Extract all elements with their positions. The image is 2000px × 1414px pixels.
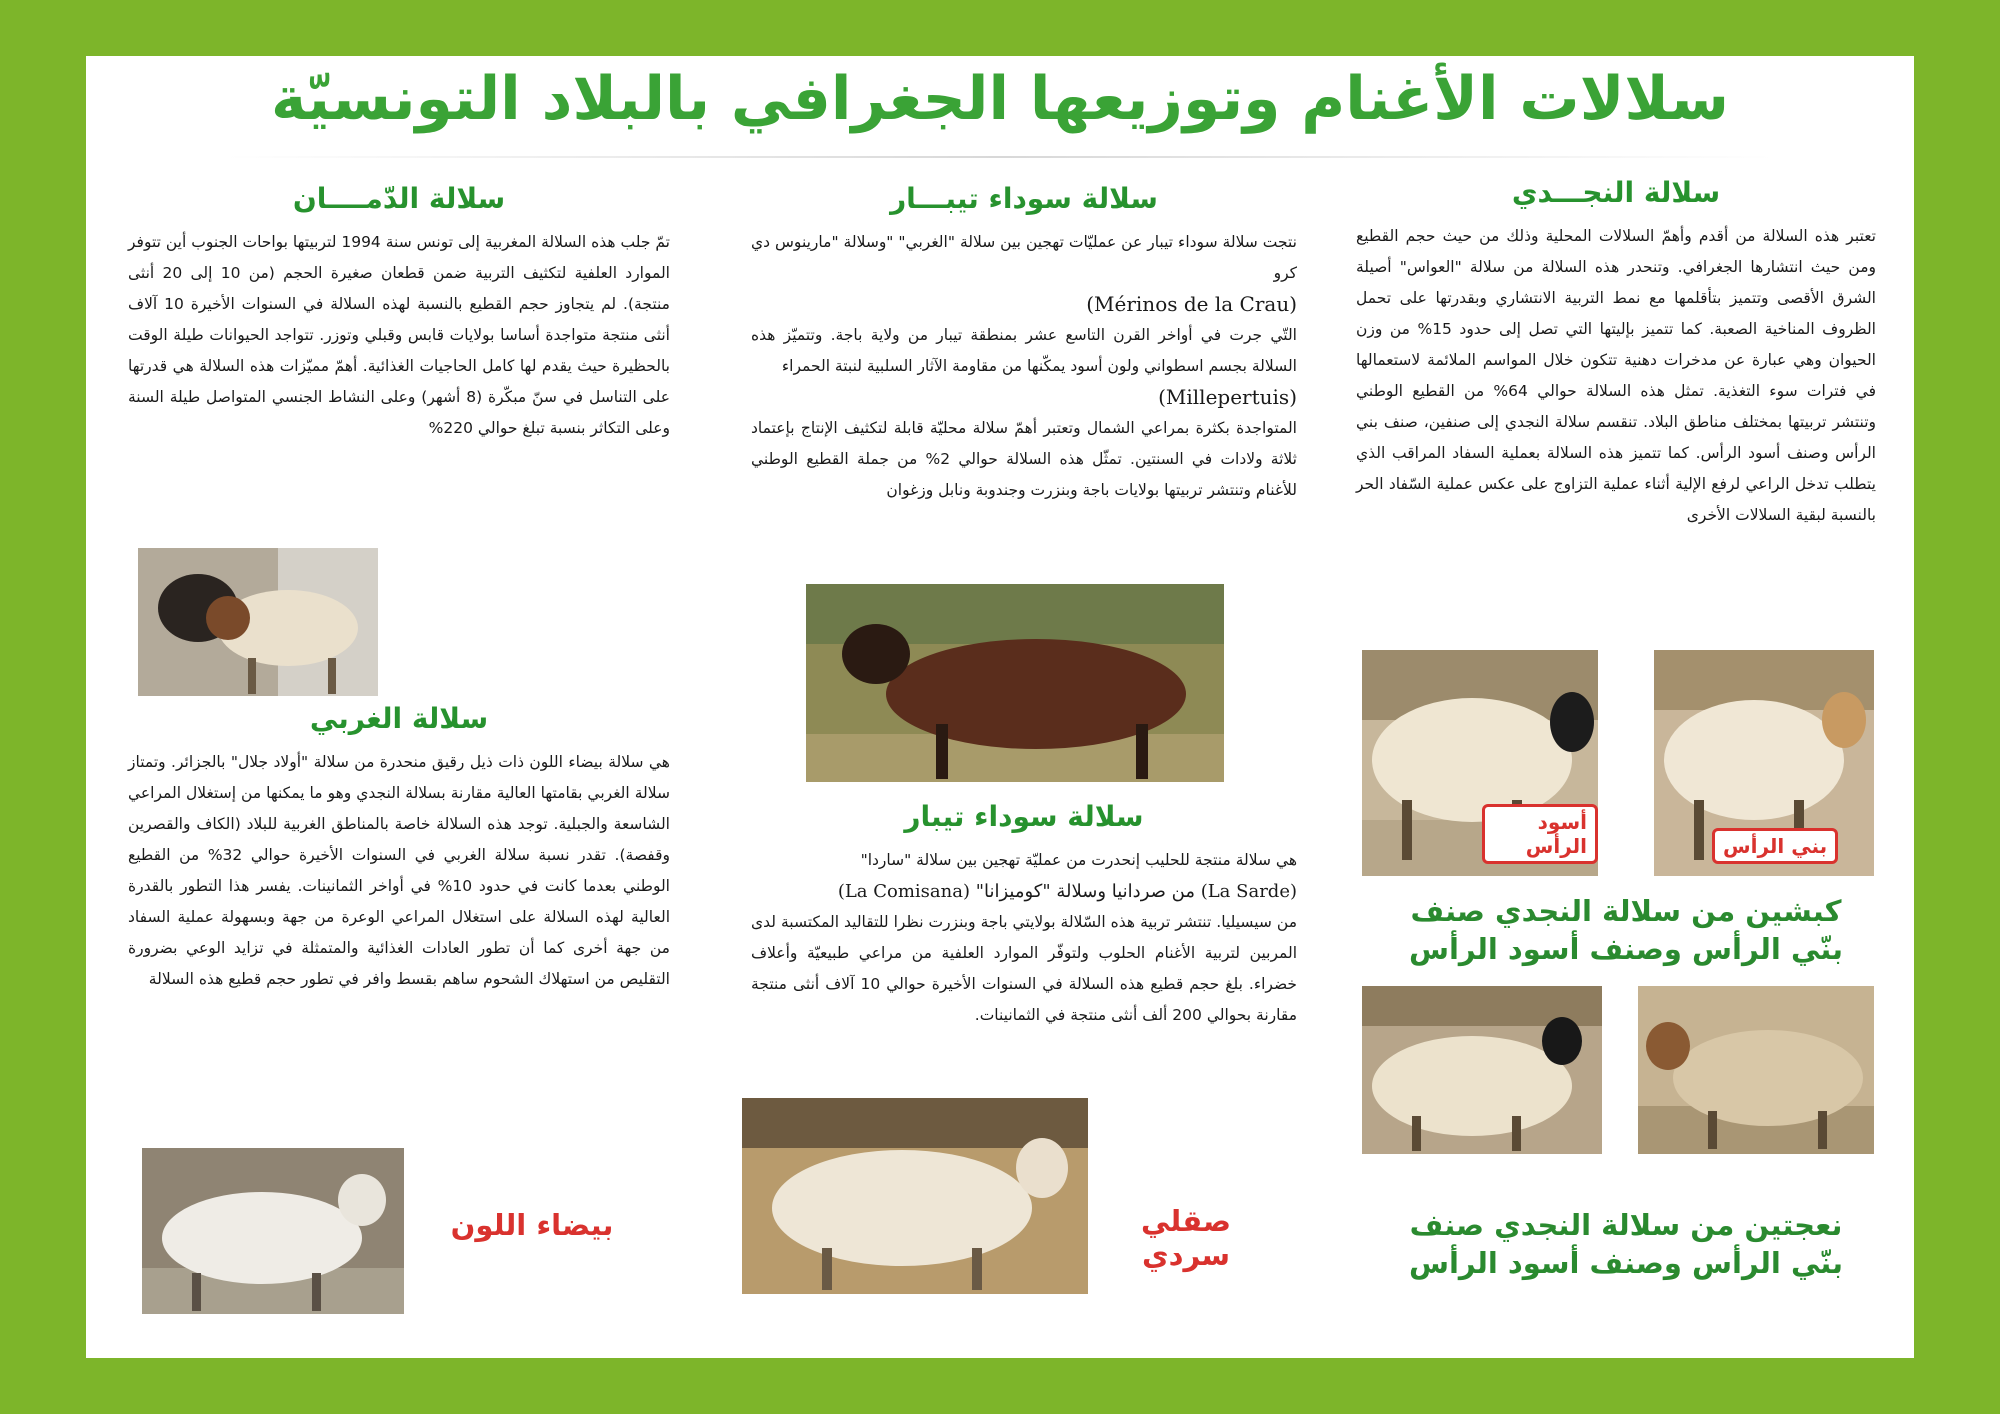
- sicilo-sarde-heading: سلالة سوداء تيبار: [904, 800, 1144, 833]
- tibar-body-part-2: التّي جرت في أواخر القرن التاسع عشر بمنطقة تيبار من ولاية باجة. وتتميّز هذه السلالة بجسم اسطواني ولون أسود يمكّنها من مقاومة الآثار السلبية لنبتة الحمراء: [751, 326, 1297, 375]
- najdi-body: تعتبر هذه السلالة من أقدم وأهمّ السلالات المحلية وذلك من حيث حجم القطيع ومن حيث انتشارها الجغرافي. وتنحدر هذه السلالة من سلالة "العواس" أصيلة الشرق الأقصى وتتميز بتأقلمها مع نمط التربية الانتشاري وبقدرتها على تحمل الظروف المناخية الصعبة. كما تتميز بإليتها التي تصل إلى حدود 15% من وزن الحيوان وهي عبارة عن مدخرات دهنية تتكون خلال المواسم الملائمة لاستعمالها في فترات سوء التغذية. تمثل هذه السلالة حوالي 64% من القطيع الوطني وتنتشر تربيتها بمختلف مناطق البلاد. تنقسم سلالة النجدي إلى صنفين، صنف بني الرأس وصنف أسود الرأس. كما تتميز هذه السلالة بعملية السفاد المراقب الذي يتطلب تدخل الراعي لرفع الإلية أثناء عملية التزاوج على عكس عملية السّفاد الحر بالنسبة لبقية السلالات الأخرى: [1356, 227, 1877, 524]
- damman-body: تمّ جلب هذه السلالة المغربية إلى تونس سنة 1994 لتربيتها بواحات الجنوب أين تتوفر الموارد العلفية لتكثيف التربية ضمن قطعان صغيرة الحجم (من 10 إلى 20 أنثى منتجة). لم يتجاوز حجم القطيع بالنسبة لهذه السلالة في السنوات الأخيرة 10 آلاف أنثى منتجة متواجدة أساسا بولايات قابس وقبلي وتوزر. تتواجد الحيوانات طيلة الوقت بالحظيرة حيث يقدم لها كامل الحاجيات الغذائية. أهمّ مميّزات هذه السلالة هي قدرتها على التناسل في سنّ مبكّرة (8 أشهر) وعلى النشاط الجنسي المتواصل طيلة السنة وعلى التكاثر بنسبة تبلغ حوالي 220%: [128, 233, 670, 437]
- sicilo-sarde-section: [751, 800, 1297, 1031]
- black-head-tag: أسود الرأس: [1482, 804, 1598, 864]
- najdi-section: [1356, 176, 1876, 531]
- sicilo-sarde-label: صقلي سردي: [1140, 1204, 1232, 1272]
- najdi-rams-caption: كبشين من سلالة النجدي صنف بنّي الرأس وصنف أسود الرأس: [1408, 894, 1844, 966]
- damman-section: [128, 182, 670, 444]
- tibar-black-heading: سلالة سوداء تيبـــار: [890, 182, 1158, 215]
- gharbi-label: بيضاء اللون: [450, 1208, 614, 1242]
- gharbi-section: [128, 702, 670, 995]
- tibar-body-part-3: المتواجدة بكثرة بمراعي الشمال وتعتبر أهمّ سلالة محليّة قابلة لتكثيف الإنتاج بإعتماد ثلاثة ولادات في السنتين. تمثّل هذه السلالة حوالي 2% من جملة القطيع الوطني للأغنام وتنتشر تربيتها بولايات باجة وبنزرت وجندوبة ونابل وزغوان: [751, 419, 1297, 499]
- poster-sheet: [86, 56, 1914, 1358]
- tibar-black-body: [751, 227, 1297, 506]
- najdi-ewe-black-head-photo: [1362, 986, 1602, 1154]
- title-divider: [226, 156, 1774, 158]
- tibar-body-part-1: نتجت سلالة سوداء تيبار عن عمليّات تهجين بين سلالة "الغربي" "وسلالة "مارينوس دي كرو: [751, 233, 1297, 282]
- najdi-ewes-caption: نعجتين من سلالة النجدي صنف بنّي الرأس وصنف أسود الرأس: [1408, 1208, 1844, 1280]
- sicilo-sarde-body: [751, 845, 1297, 1031]
- sicilo-body-part-2: من سيسيليا. تنتشر تربية هذه السّلالة بولايتي باجة وبنزرت نظرا للتقاليد المكتسبة لدى المربين لتربية الأغنام الحلوب ولتوفّر الموارد العلفية من مراعي طبيعيّة وأعلاف خضراء. بلغ حجم قطيع هذه السلالة في السنوات الأخيرة حوالي 10 آلاف أنثى منتجة مقارنة بحوالي 200 ألف أنثى منتجة في الثمانينات.: [751, 913, 1298, 1024]
- damman-sheep-photo: [138, 548, 378, 696]
- tibar-latin-2: (Millepertuis): [1158, 385, 1297, 409]
- gharbi-heading: سلالة الغربي: [309, 702, 489, 735]
- tibar-latin-1: (Mérinos de la Crau): [1086, 292, 1297, 316]
- najdi-ewe-brown-head-photo: [1638, 986, 1874, 1154]
- tibar-black-sheep-photo: [806, 584, 1224, 782]
- tibar-black-section: [751, 182, 1297, 506]
- najdi-heading: سلالة النجـــدي: [1511, 176, 1721, 209]
- brown-head-tag: بني الرأس: [1712, 828, 1838, 864]
- najdi-ram-black-head-photo: [1362, 650, 1598, 876]
- gharbi-sheep-photo: [142, 1148, 404, 1314]
- gharbi-body: هي سلالة بيضاء اللون ذات ذيل رقيق منحدرة من سلالة "أولاد جلال" بالجزائر. وتمتاز سلالة الغربي بقامتها العالية مقارنة بسلالة النجدي وهو ما يمكنها من إستغلال المراعي الشاسعة والجبلية. توجد هذه السلالة خاصة بالمناطق الغربية للبلاد (الكاف والقصرين وقفصة). تقدر نسبة سلالة الغربي في السنوات الأخيرة حوالي 32% من القطيع الوطني بعدما كانت في حدود 10% في أواخر الثمانينات. يفسر هذا التطور بالقدرة العالية لهذه السلالة على استغلال المراعي الوعرة من جهة وبسهولة عملية السفاد من جهة أخرى كما أن تطور العادات الغذائية والمتمثلة في تزايد الوعي بضرورة التقليص من استهلاك الشحوم ساهم بقسط وافر في تطور حجم قطيع هذه السلالة: [128, 753, 670, 988]
- najdi-ram-brown-head-photo: [1654, 650, 1874, 876]
- sicilo-body-part-1: هي سلالة منتجة للحليب إنحدرت من عمليّة تهجين بين سلالة "ساردا": [860, 851, 1297, 869]
- sicilo-sarde-sheep-photo: [742, 1098, 1088, 1294]
- sicilo-latin: (La Sarde) من صردانيا وسلالة "كوميزانا" (La Comisana): [837, 881, 1297, 902]
- damman-heading: سلالة الدّمــــان: [292, 182, 506, 215]
- page-title: سلالات الأغنام وتوزيعها الجغرافي بالبلاد التونسيّة: [271, 64, 1729, 134]
